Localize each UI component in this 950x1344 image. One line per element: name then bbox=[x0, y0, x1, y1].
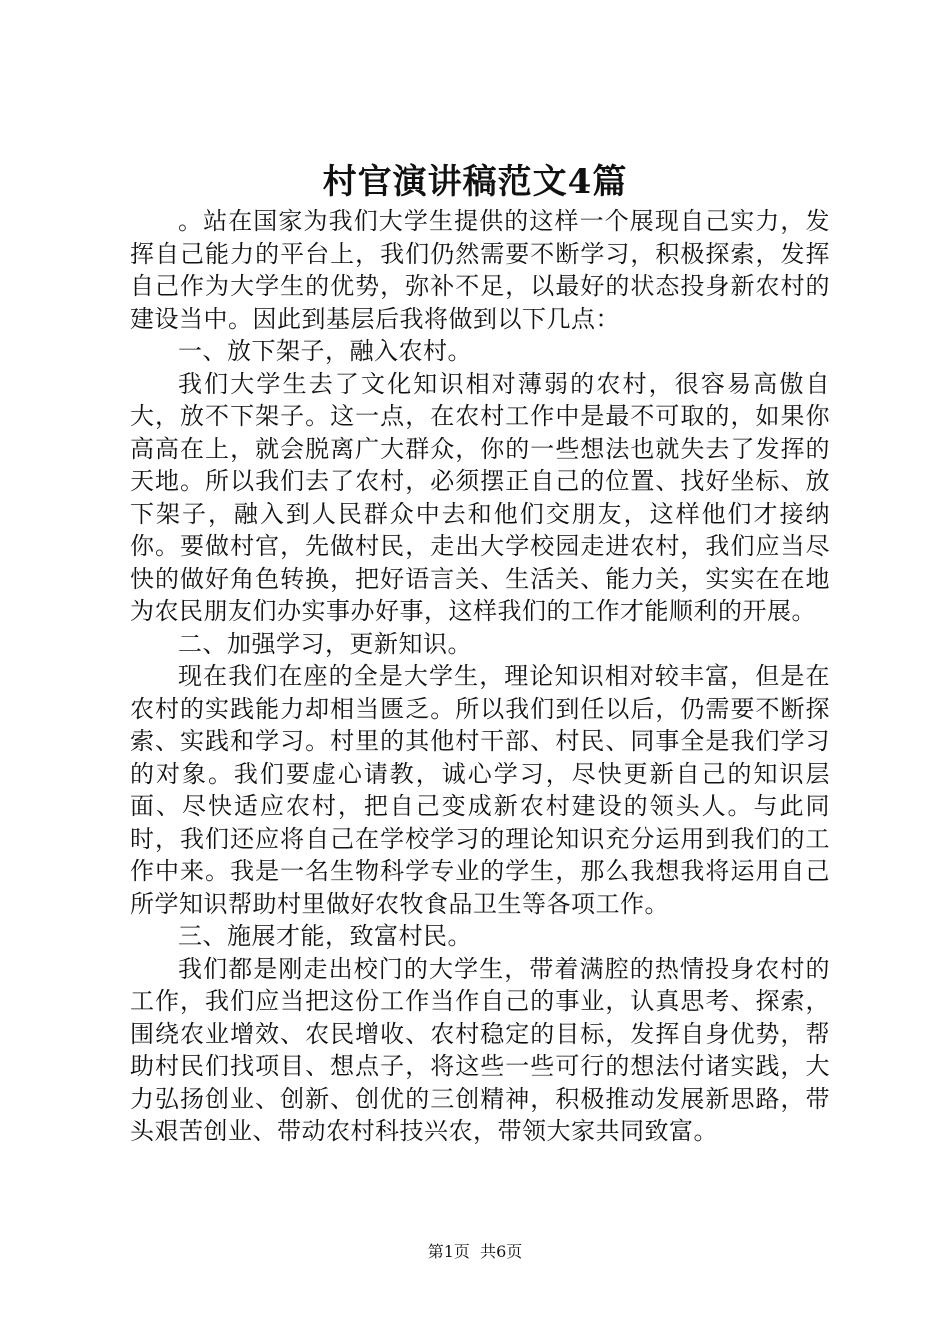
section-heading-3: 三、施展才能，致富村民。 bbox=[178, 922, 472, 950]
paragraph-section-3: 我们都是刚走出校门的大学生，带着满腔的热情投身农村的工作，我们应当把这份工作当作自己的事业，认真思考、探索，围绕农业增效、农民增收、农村稳定的目标，发挥自身优势，帮助村民们找项目、想点子，将这些一些可行的想法付诸实践，大力弘扬创业、创新、创优的三创精神，积极推动发展新思路，带头艰苦创业、带动农村科技兴农，带领大家共同致富。 bbox=[130, 954, 830, 1145]
document-body bbox=[130, 205, 830, 1148]
document-title: 村官演讲稿范文4篇 bbox=[322, 162, 628, 202]
paragraph-section-1: 我们大学生去了文化知识相对薄弱的农村，很容易高傲自大，放不下架子。这一点，在农村工作中是最不可取的，如果你高高在上，就会脱离广大群众，你的一些想法也就失去了发挥的天地。所以我们去了农村，必须摆正自己的位置、找好坐标、放下架子，融入到人民群众中去和他们交朋友，这样他们才接纳你。要做村官，先做村民，走出大学校园走进农村，我们应当尽快的做好角色转换，把好语言关、生活关、能力关，实实在在地为农民朋友们办实事办好事，这样我们的工作才能顺利的开展。 bbox=[130, 369, 830, 625]
page-footer bbox=[0, 1242, 950, 1262]
paragraph-intro: 。站在国家为我们大学生提供的这样一个展现自己实力，发挥自己能力的平台上，我们仍然需要不断学习，积极探索，发挥自己作为大学生的优势，弥补不足，以最好的状态投身新农村的建设当中。因此到基层后我将做到以下几点： bbox=[130, 207, 830, 333]
paragraph-section-2: 现在我们在座的全是大学生，理论知识相对较丰富，但是在农村的实践能力却相当匮乏。所以我们到任以后，仍需要不断探索、实践和学习。村里的其他村干部、村民、同事全是我们学习的对象。我们要虚心请教，诚心学习，尽快更新自己的知识层面、尽快适应农村，把自己变成新农村建设的领头人。与此同时，我们还应将自己在学校学习的理论知识充分运用到我们的工作中来。我是一名生物科学专业的学生，那么我想我将运用自己所学知识帮助村里做好农牧食品卫生等各项工作。 bbox=[130, 662, 830, 918]
section-heading-2: 二、加强学习，更新知识。 bbox=[178, 629, 472, 658]
page-total: 共6页 bbox=[480, 1242, 523, 1261]
page-number: 第1页 bbox=[427, 1242, 470, 1261]
section-heading-1: 一、放下架子，融入农村。 bbox=[178, 337, 472, 365]
